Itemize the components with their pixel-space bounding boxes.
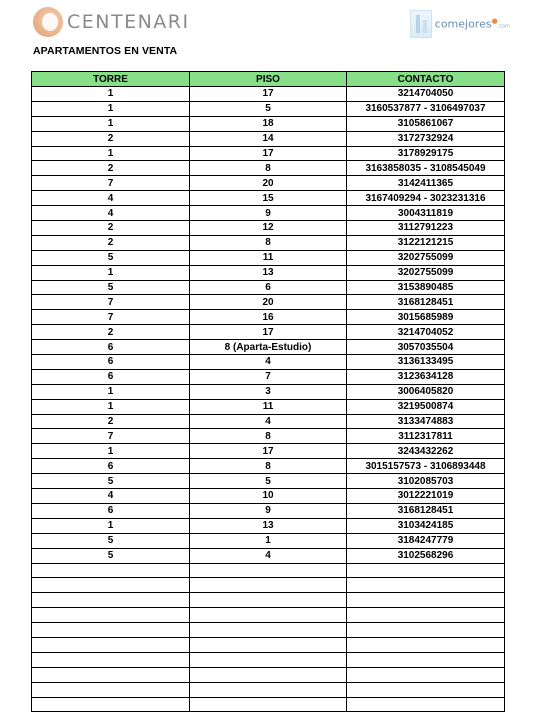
torre-cell: 1 <box>32 518 190 533</box>
torre-cell: 2 <box>32 414 190 429</box>
table-row <box>32 340 505 355</box>
table-body <box>32 87 505 712</box>
contacto-cell: 3168128451 <box>347 295 505 310</box>
torre-cell <box>32 608 190 623</box>
piso-cell: 17 <box>190 87 347 102</box>
piso-cell: 14 <box>190 131 347 146</box>
torre-cell: 6 <box>32 355 190 370</box>
piso-cell: 11 <box>190 399 347 414</box>
piso-cell <box>190 697 347 712</box>
contacto-cell: 3123634128 <box>347 369 505 384</box>
contacto-cell: 3168128451 <box>347 503 505 518</box>
piso-cell: 4 <box>190 548 347 563</box>
contacto-cell: 3133474883 <box>347 414 505 429</box>
column-header-torre: TORRE <box>32 72 190 87</box>
contacto-cell: 3105861067 <box>347 116 505 131</box>
table-row <box>32 444 505 459</box>
contacto-cell: 3122121215 <box>347 235 505 250</box>
piso-cell: 8 <box>190 429 347 444</box>
table-row <box>32 652 505 667</box>
table-row <box>32 131 505 146</box>
contacto-cell: 3112317811 <box>347 429 505 444</box>
apartments-table <box>31 71 505 712</box>
contacto-cell: 3057035504 <box>347 340 505 355</box>
contacto-cell <box>347 637 505 652</box>
table-row <box>32 637 505 652</box>
table-row <box>32 518 505 533</box>
piso-cell: 11 <box>190 250 347 265</box>
contacto-cell: 3006405820 <box>347 384 505 399</box>
piso-cell: 8 <box>190 161 347 176</box>
table-row <box>32 593 505 608</box>
piso-cell <box>190 563 347 578</box>
torre-cell <box>32 682 190 697</box>
centenari-logo-text: CENTENARI <box>67 11 190 33</box>
torre-cell: 7 <box>32 295 190 310</box>
table-row <box>32 176 505 191</box>
torre-cell <box>32 578 190 593</box>
contacto-cell <box>347 652 505 667</box>
contacto-cell: 3184247779 <box>347 533 505 548</box>
contacto-cell: 3102568296 <box>347 548 505 563</box>
table-row <box>32 459 505 474</box>
centenari-logo-icon <box>33 7 63 37</box>
torre-cell: 4 <box>32 489 190 504</box>
table-row <box>32 250 505 265</box>
table-row <box>32 429 505 444</box>
contacto-cell: 3172732924 <box>347 131 505 146</box>
contacto-cell <box>347 623 505 638</box>
column-header-piso: PISO <box>190 72 347 87</box>
contacto-cell: 3015685989 <box>347 310 505 325</box>
torre-cell: 6 <box>32 459 190 474</box>
piso-cell: 13 <box>190 518 347 533</box>
torre-cell <box>32 637 190 652</box>
contacto-cell <box>347 667 505 682</box>
piso-cell: 3 <box>190 384 347 399</box>
mejores-logo-suffix: .com <box>497 23 510 30</box>
piso-cell: 16 <box>190 310 347 325</box>
mejores-logo-text <box>435 17 510 31</box>
contacto-cell: 3160537877 - 3106497037 <box>347 101 505 116</box>
building-icon <box>410 10 432 38</box>
mejores-logo-mark: ● <box>491 17 498 26</box>
table-row <box>32 116 505 131</box>
table-row <box>32 265 505 280</box>
piso-cell: 20 <box>190 295 347 310</box>
piso-cell: 9 <box>190 503 347 518</box>
table-row <box>32 623 505 638</box>
piso-cell: 8 (Aparta-Estudio) <box>190 340 347 355</box>
contacto-cell: 3202755099 <box>347 265 505 280</box>
piso-cell <box>190 578 347 593</box>
contacto-cell: 3163858035 - 3108545049 <box>347 161 505 176</box>
contacto-cell: 3102085703 <box>347 474 505 489</box>
torre-cell: 5 <box>32 533 190 548</box>
table-row <box>32 489 505 504</box>
piso-cell: 6 <box>190 280 347 295</box>
torre-cell: 2 <box>32 221 190 236</box>
table-row <box>32 548 505 563</box>
contacto-cell: 3103424185 <box>347 518 505 533</box>
piso-cell: 8 <box>190 459 347 474</box>
table-row <box>32 384 505 399</box>
contacto-cell: 3153890485 <box>347 280 505 295</box>
table-row <box>32 310 505 325</box>
piso-cell: 15 <box>190 191 347 206</box>
mejores-logo-prefix: co <box>434 17 448 31</box>
table-row <box>32 355 505 370</box>
torre-cell: 6 <box>32 340 190 355</box>
torre-cell: 5 <box>32 474 190 489</box>
torre-cell: 4 <box>32 191 190 206</box>
contacto-cell: 3012221019 <box>347 489 505 504</box>
torre-cell: 1 <box>32 146 190 161</box>
piso-cell <box>190 608 347 623</box>
table-row <box>32 474 505 489</box>
piso-cell: 1 <box>190 533 347 548</box>
torre-cell <box>32 593 190 608</box>
piso-cell: 20 <box>190 176 347 191</box>
piso-cell: 17 <box>190 325 347 340</box>
piso-cell: 17 <box>190 444 347 459</box>
table-row <box>32 414 505 429</box>
table-row <box>32 280 505 295</box>
table-row <box>32 503 505 518</box>
torre-cell: 1 <box>32 444 190 459</box>
torre-cell: 1 <box>32 116 190 131</box>
torre-cell: 6 <box>32 503 190 518</box>
table-row <box>32 101 505 116</box>
table-row <box>32 533 505 548</box>
torre-cell: 1 <box>32 265 190 280</box>
contacto-cell: 3136133495 <box>347 355 505 370</box>
piso-cell: 4 <box>190 414 347 429</box>
piso-cell <box>190 682 347 697</box>
piso-cell: 8 <box>190 235 347 250</box>
piso-cell: 12 <box>190 221 347 236</box>
piso-cell: 5 <box>190 101 347 116</box>
table-row <box>32 325 505 340</box>
torre-cell: 1 <box>32 101 190 116</box>
contacto-cell: 3178929175 <box>347 146 505 161</box>
contacto-cell <box>347 563 505 578</box>
table-row <box>32 235 505 250</box>
table-row <box>32 667 505 682</box>
contacto-cell <box>347 593 505 608</box>
contacto-cell <box>347 697 505 712</box>
document-title: APARTAMENTOS EN VENTA <box>33 45 178 57</box>
table-row <box>32 578 505 593</box>
contacto-cell: 3243432262 <box>347 444 505 459</box>
piso-cell: 10 <box>190 489 347 504</box>
torre-cell: 7 <box>32 310 190 325</box>
piso-cell <box>190 652 347 667</box>
torre-cell: 5 <box>32 548 190 563</box>
torre-cell: 5 <box>32 250 190 265</box>
table-row <box>32 206 505 221</box>
piso-cell: 5 <box>190 474 347 489</box>
table-row <box>32 399 505 414</box>
torre-cell: 1 <box>32 87 190 102</box>
piso-cell: 7 <box>190 369 347 384</box>
table-row <box>32 563 505 578</box>
torre-cell: 2 <box>32 131 190 146</box>
torre-cell: 1 <box>32 384 190 399</box>
table-row <box>32 161 505 176</box>
torre-cell: 6 <box>32 369 190 384</box>
piso-cell <box>190 637 347 652</box>
piso-cell: 13 <box>190 265 347 280</box>
torre-cell: 5 <box>32 280 190 295</box>
table-row <box>32 221 505 236</box>
piso-cell <box>190 667 347 682</box>
torre-cell: 2 <box>32 235 190 250</box>
contacto-cell: 3167409294 - 3023231316 <box>347 191 505 206</box>
torre-cell: 4 <box>32 206 190 221</box>
piso-cell: 9 <box>190 206 347 221</box>
torre-cell <box>32 697 190 712</box>
torre-cell: 1 <box>32 399 190 414</box>
piso-cell <box>190 623 347 638</box>
piso-cell: 18 <box>190 116 347 131</box>
torre-cell: 7 <box>32 176 190 191</box>
mejores-logo <box>410 9 510 39</box>
table-row <box>32 682 505 697</box>
contacto-cell: 3142411365 <box>347 176 505 191</box>
contacto-cell: 3202755099 <box>347 250 505 265</box>
torre-cell: 7 <box>32 429 190 444</box>
table-row <box>32 369 505 384</box>
contacto-cell: 3214704052 <box>347 325 505 340</box>
contacto-cell: 3214704050 <box>347 87 505 102</box>
contacto-cell <box>347 608 505 623</box>
table-row <box>32 295 505 310</box>
piso-cell <box>190 593 347 608</box>
table-row <box>32 87 505 102</box>
table-row <box>32 191 505 206</box>
table-header-row <box>32 72 505 87</box>
column-header-contacto: CONTACTO <box>347 72 505 87</box>
torre-cell <box>32 563 190 578</box>
table-row <box>32 608 505 623</box>
contacto-cell <box>347 578 505 593</box>
torre-cell: 2 <box>32 325 190 340</box>
table-row <box>32 146 505 161</box>
contacto-cell: 3015157573 - 3106893448 <box>347 459 505 474</box>
piso-cell: 17 <box>190 146 347 161</box>
table-row <box>32 697 505 712</box>
mejores-logo-word: mejores <box>447 17 492 31</box>
contacto-cell: 3219500874 <box>347 399 505 414</box>
contacto-cell: 3004311819 <box>347 206 505 221</box>
contacto-cell: 3112791223 <box>347 221 505 236</box>
torre-cell <box>32 623 190 638</box>
torre-cell <box>32 667 190 682</box>
torre-cell: 2 <box>32 161 190 176</box>
piso-cell: 4 <box>190 355 347 370</box>
contacto-cell <box>347 682 505 697</box>
centenari-logo <box>33 7 190 37</box>
page-header <box>0 0 539 44</box>
torre-cell <box>32 652 190 667</box>
